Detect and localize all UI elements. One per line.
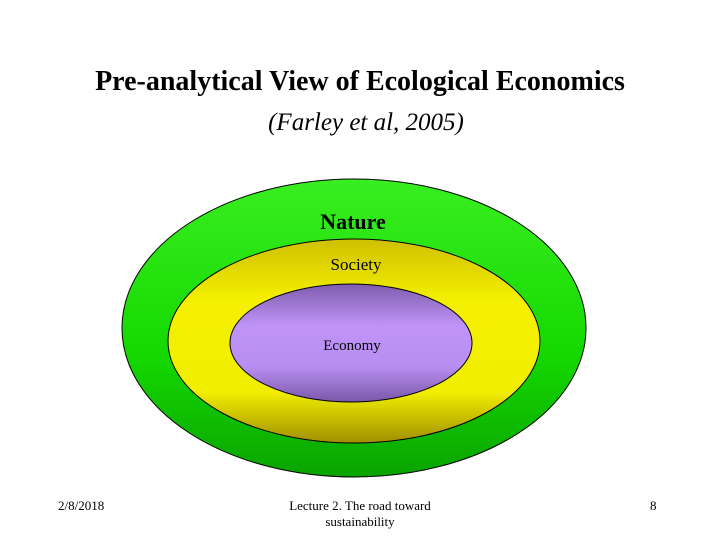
footer-lecture-line2: sustainability (325, 514, 395, 529)
footer-page-number: 8 (650, 498, 657, 513)
economy-label: Economy (323, 338, 381, 354)
footer-lecture-title (260, 498, 460, 530)
slide-title: Pre-analytical View of Ecological Economics (95, 66, 625, 97)
nature-label: Nature (320, 209, 386, 234)
footer-lecture-line1: Lecture 2. The road toward (289, 498, 431, 513)
society-label: Society (330, 255, 382, 274)
footer-date: 2/8/2018 (58, 498, 105, 513)
slide-subtitle: (Farley et al, 2005) (268, 109, 464, 136)
